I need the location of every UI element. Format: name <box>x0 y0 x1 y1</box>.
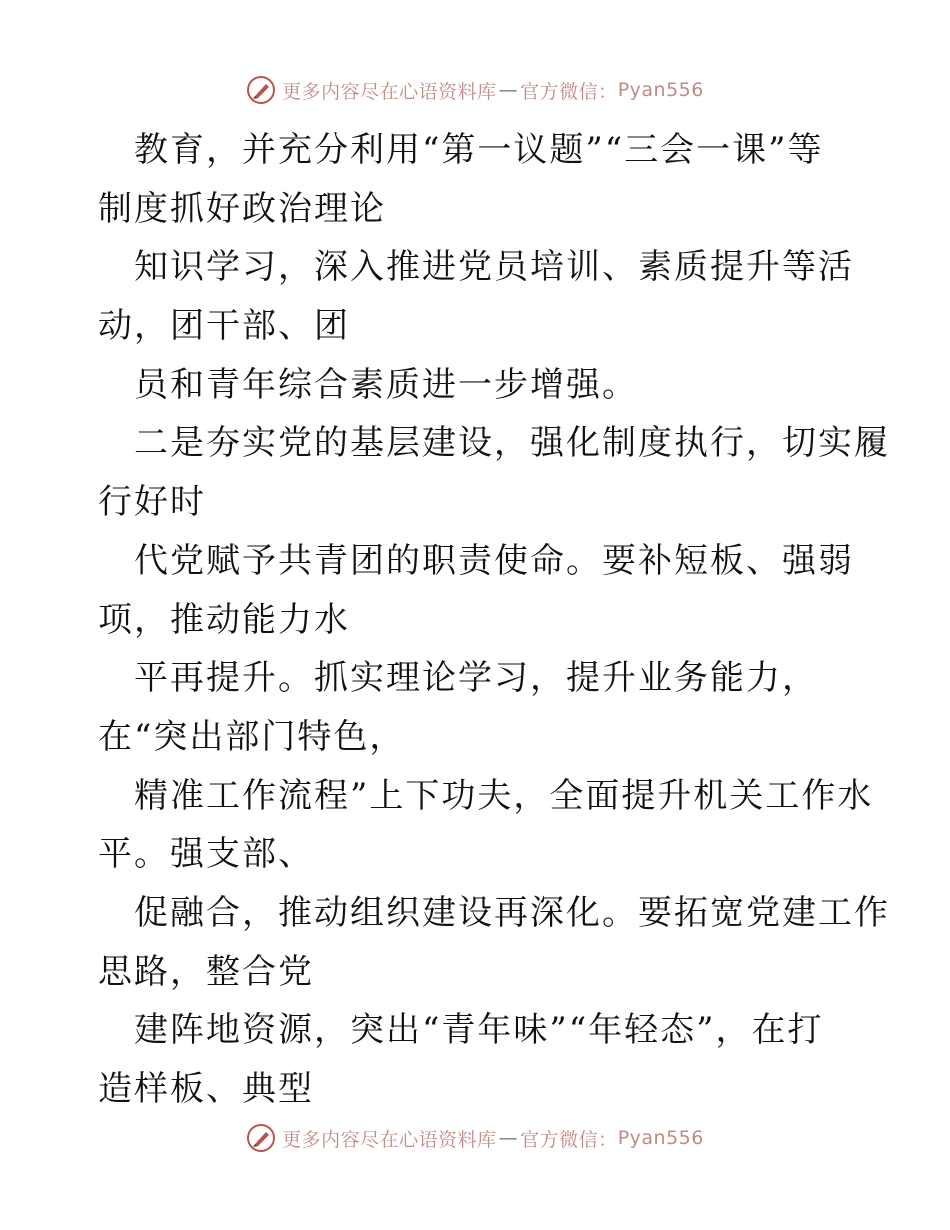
text-line: 建阵地资源，突出“青年味”“年轻态”，在打 <box>134 1010 824 1051</box>
text-line: 精准工作流程”上下功夫，全面提升机关工作水 <box>134 775 874 816</box>
pen-logo-icon <box>246 1123 276 1153</box>
document-body <box>98 121 890 1119</box>
text-line: 项，推动能力水 <box>98 599 350 640</box>
text-line: 知识学习，深入推进党员培训、素质提升等活 <box>134 247 854 288</box>
text-line: 平再提升。抓实理论学习，提升业务能力， <box>134 658 818 699</box>
text-line: 代党赋予共青团的职责使命。要补短板、强弱 <box>134 540 854 581</box>
text-line: 二是夯实党的基层建设，强化制度执行，切实履 <box>134 423 890 464</box>
text-line: 教育，并充分利用“第一议题”“三会一课”等 <box>134 130 824 170</box>
footer-watermark <box>0 1118 950 1158</box>
watermark-wechat-id: Pyan556 <box>617 79 704 101</box>
pen-logo-icon <box>246 75 276 105</box>
watermark-text: 更多内容尽在心语资料库 <box>282 80 497 103</box>
watermark-separator: — <box>498 1127 519 1149</box>
text-line: 动，团干部、团 <box>98 306 350 347</box>
watermark-text: 更多内容尽在心语资料库 <box>282 1128 497 1151</box>
text-line: 行好时 <box>98 482 206 523</box>
text-line: 促融合，推动组织建设再深化。要拓宽党建工作 <box>134 892 890 933</box>
watermark-official-label: 官方微信： <box>520 1128 618 1151</box>
text-line: 在“突出部门特色， <box>98 716 406 757</box>
watermark-official-label: 官方微信： <box>520 80 618 103</box>
watermark-separator: — <box>498 79 519 101</box>
text-line: 造样板、典型 <box>98 1069 314 1109</box>
text-line: 制度抓好政治理论 <box>98 188 386 229</box>
watermark-wechat-id: Pyan556 <box>617 1127 704 1149</box>
text-line: 平。强支部、 <box>98 834 314 875</box>
text-line: 员和青年综合素质进一步增强。 <box>134 364 638 405</box>
text-line: 思路，整合党 <box>98 951 314 992</box>
header-watermark <box>0 70 950 110</box>
